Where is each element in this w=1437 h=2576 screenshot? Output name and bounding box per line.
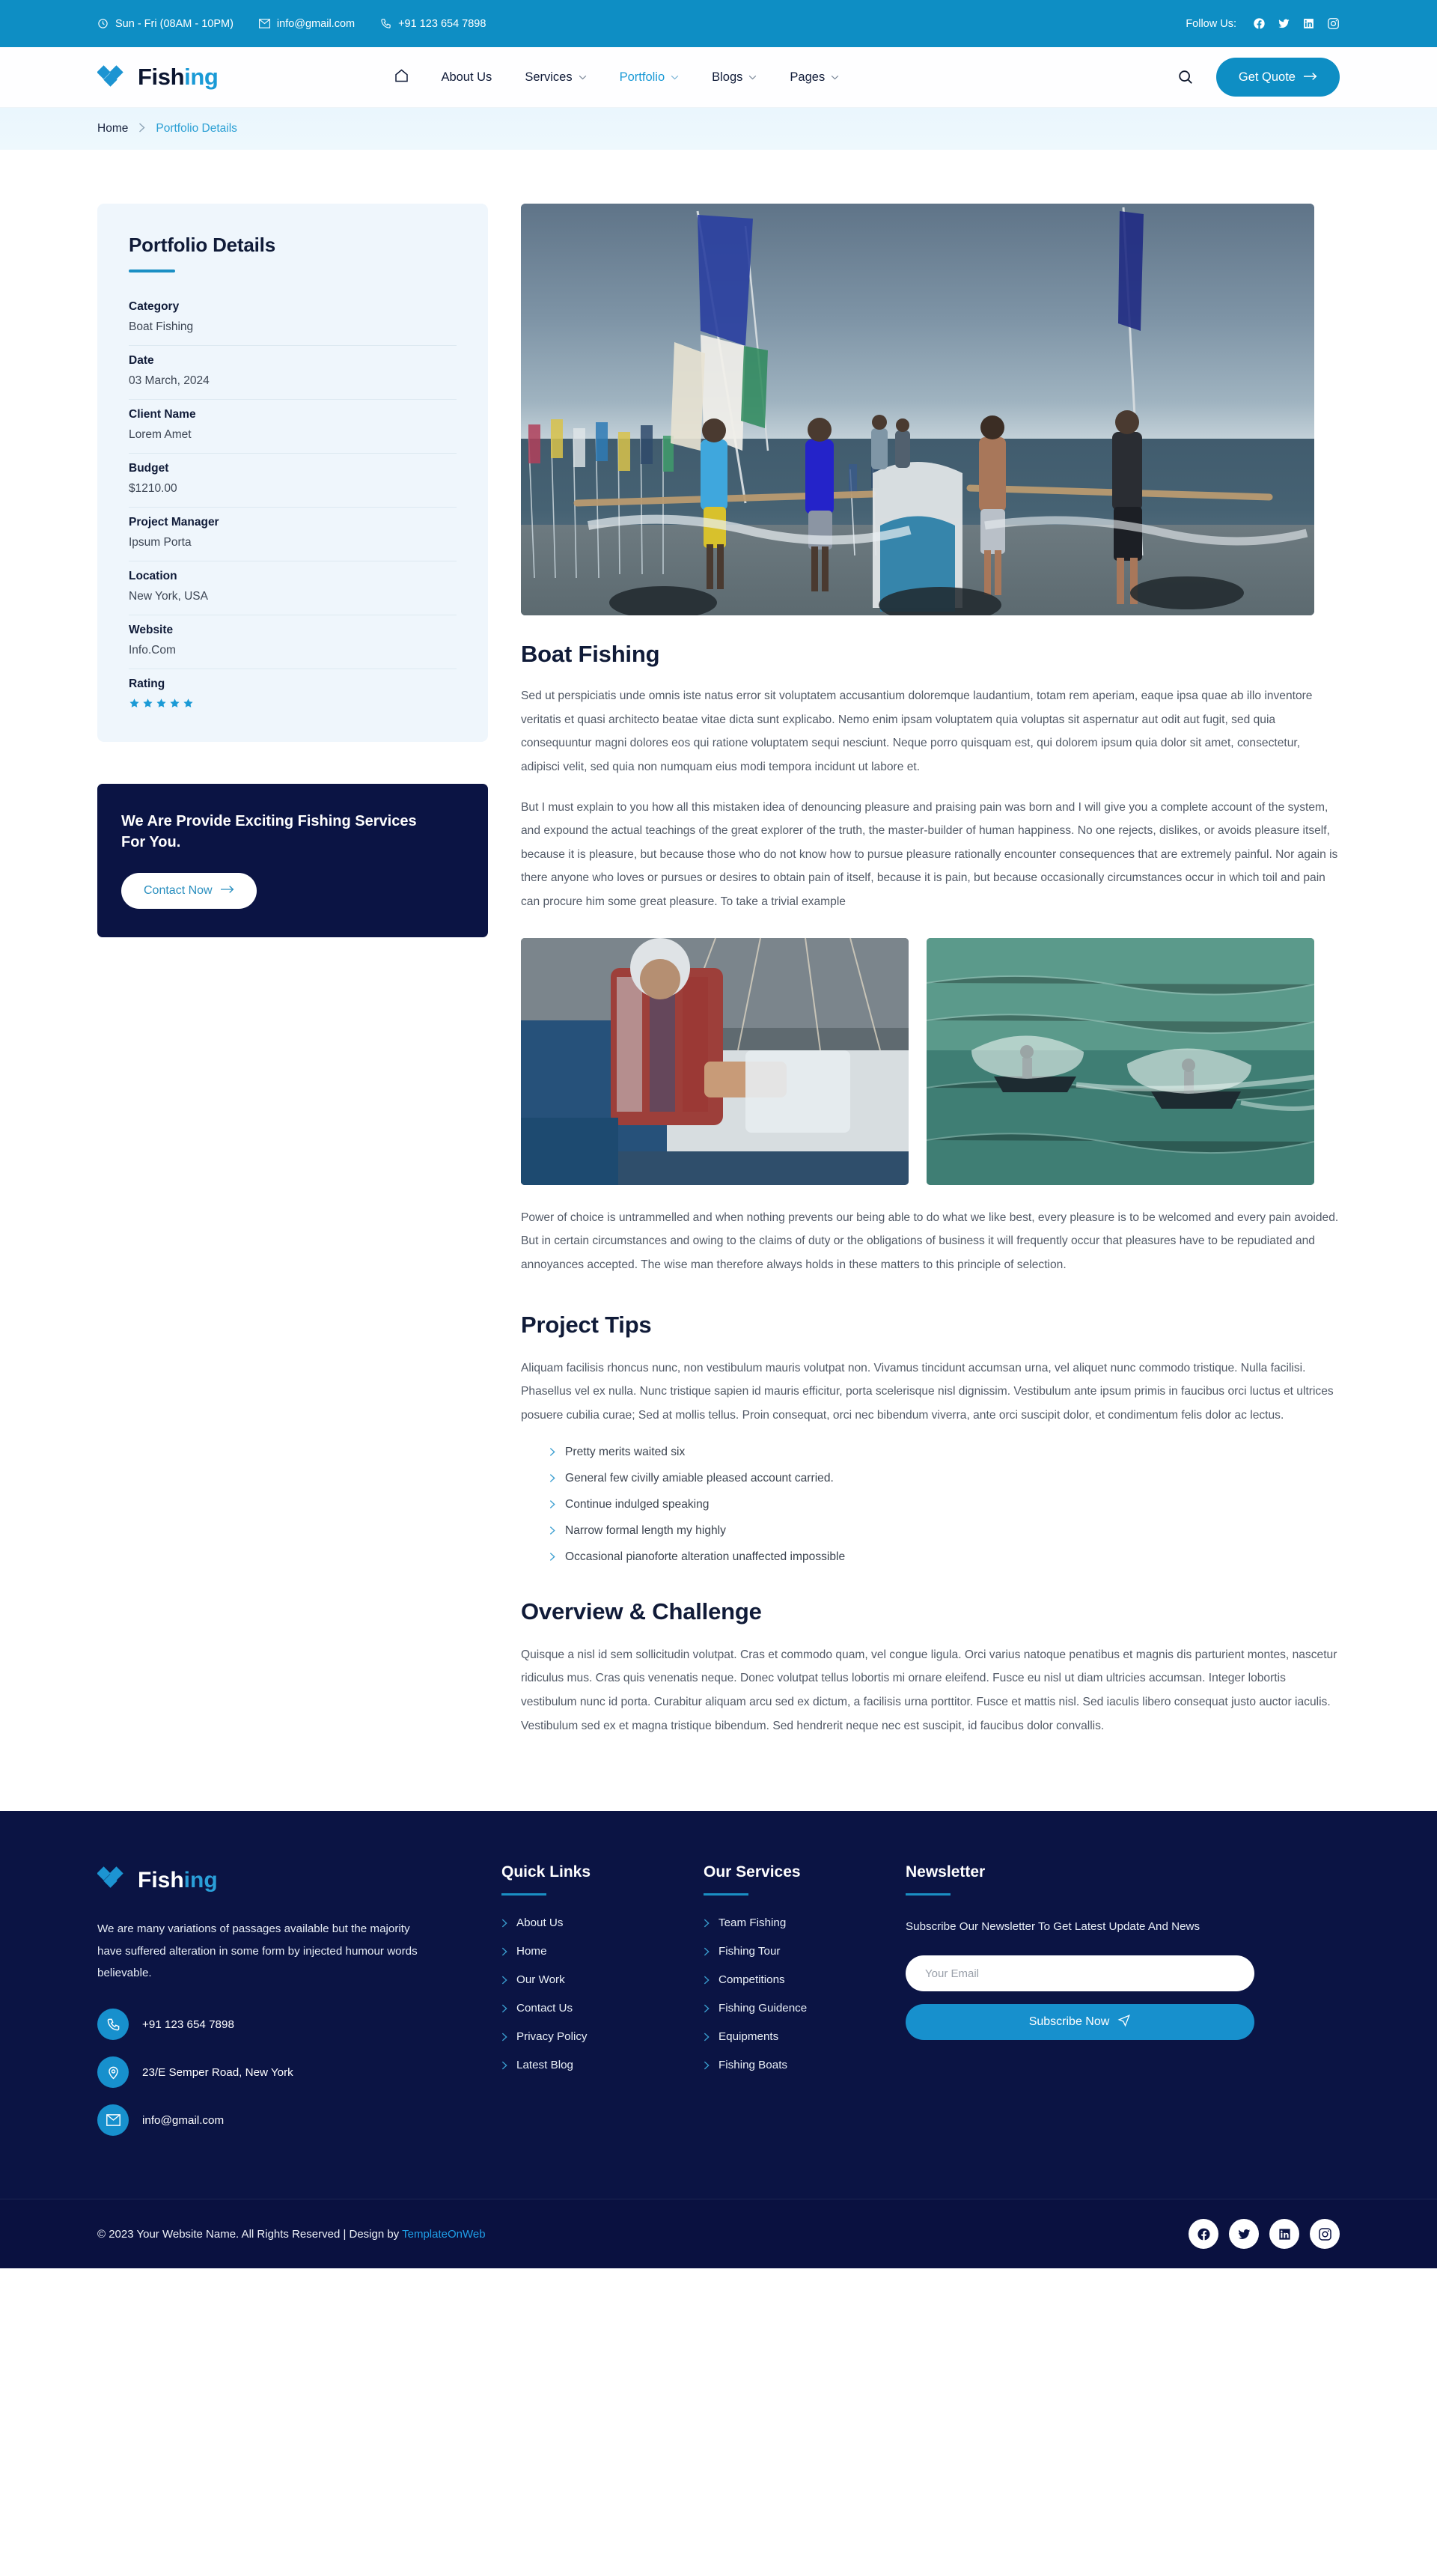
list-item-label: Pretty merits waited six [565,1445,686,1458]
list-item [549,1550,1340,1564]
nav-label: Portfolio [619,70,665,84]
chevron-right-icon [549,1473,555,1483]
detail-row-client-name [129,400,457,454]
twitter-icon[interactable] [1278,17,1290,30]
link-label: Home [516,1945,547,1958]
site-logo[interactable] [97,62,218,92]
get-quote-label: Get Quote [1238,70,1296,84]
cta-title: We Are Provide Exciting Fishing Services For You. [121,813,417,851]
paragraph-3: Power of choice is untrammelled and when nothing prevents our being able to do what we like best, every pleasure is to be welcomed and every pain avoided. But in certain circumstances and owing to the claims of duty or the obligations of business it will frequently occur that pleasures have to be repudiated and annoyances accepted. The wise man therefore always holds in these matters to this principle of selection. [521,1211,1339,1272]
link-label: Contact Us [516,2002,573,2015]
main-navigation [394,68,855,87]
chevron-right-icon [704,2004,710,2013]
star-icon [156,698,167,709]
mail-icon [259,19,270,28]
sidebar-cta-box [97,784,488,937]
link-label: Latest Blog [516,2059,573,2072]
footer-logo[interactable] [97,1863,442,1897]
overview-paragraph: Quisque a nisl id sem sollicitudin volutpat. Cras et commodo quam, vel congue ligula. Orci varius natoque penatibus et magnis dis parturient montes, nascetur ridiculus mus. Cras quis venenatis neque. Donec volutpat tellus lobortis mi ornare eleifend. Fusce eu nisl ut diam ultricies accumsan. Integer lobortis vestibulum nunc id porta. Curabitur aliquam arcu sed ex dictum, a facilisis urna porttitor. Fusce et mattis nisl. Sed iaculis libero consequat justo auctor iaculis. Vestibulum sed ex et magna tristique bibendum. Sed hendrerit neque nec est suscipit, id faucibus dolor convallis. [521,1648,1337,1732]
chevron-right-icon [501,1976,507,1985]
sidebar [97,204,488,937]
footer-social-links [1189,2219,1340,2249]
paragraph-2: But I must explain to you how all this mistaken idea of denouncing pleasure and praising pain was born and I will give you a complete account of the system, and expound the actual teachings of the great explorer of the truth, the master-builder of human happiness. No one rejects, dislikes, or avoids pleasure itself, because it is pleasure, but because those who do not know how to pursue pleasure rationally encounter consequences that are extremely painful. Nor again is there anyone who loves or pursues or desires to obtain pain of itself, because it is pain, but because occasionally circumstances occur in which toil and pain can procure him some great pleasure. To take a trivial example [521,800,1338,909]
topbar-phone-text: +91 123 654 7898 [398,17,486,30]
nav-item-services[interactable] [508,70,602,85]
nav-label: Services [525,70,573,84]
title-underline [704,1893,748,1896]
nav-item-pages[interactable] [773,70,855,85]
detail-row-category [129,292,457,346]
contact-now-button[interactable] [121,873,257,909]
footer-newsletter-column [906,1863,1302,2152]
nav-item-home[interactable] [394,68,424,87]
site-footer [0,1811,1437,2268]
link-label: Fishing Tour [718,1945,781,1958]
detail-value: Boat Fishing [129,320,194,333]
site-header [0,47,1437,108]
logo-part-accent: ing [184,64,219,90]
detail-row-project-manager [129,508,457,561]
star-icon [183,698,194,709]
paragraph-1: Sed ut perspiciatis unde omnis iste natus error sit voluptatem accusantium doloremque laudantium, totam rem aperiam, eaque ipsa quae ab illo inventore veritatis et quasi architecto beatae vitae dicta sunt explicabo. Nemo enim ipsam voluptatem quia voluptas sit aspernatur aut odit aut fugit, sed quia consequuntur magni dolores eos qui ratione voluptatem sequi nesciunt. Neque porro quisquam est, qui dolorem ipsum quia dolor sit amet, consectetur, adipisci velit, sed quia non numquam eius modi tempora incidunt ut labore et. [521,689,1313,773]
follow-us-label: Follow Us: [1186,17,1236,30]
diamond-logo-icon [97,62,129,92]
footer-contact-phone[interactable] [97,2009,442,2040]
footer-phone-text: +91 123 654 7898 [142,2018,234,2031]
detail-label: Client Name [129,408,196,421]
detail-value[interactable]: Info.Com [129,644,176,657]
footer-newsletter-title: Newsletter [906,1863,986,1881]
footer-quick-links-title: Quick Links [501,1863,591,1881]
footer-service-equipments[interactable] [704,2030,906,2043]
project-tips-list [549,1446,1340,1564]
breadcrumb-home[interactable]: Home [97,122,129,135]
link-label: Fishing Boats [718,2059,788,2072]
title-underline [906,1893,951,1896]
detail-row-website [129,615,457,669]
star-icon [169,698,180,709]
footer-logo-wordmark [138,1868,218,1893]
opening-hours-text: Sun - Fri (08AM - 10PM) [115,17,234,30]
list-item [549,1498,1340,1511]
newsletter-email-input[interactable] [906,1955,1254,1991]
detail-value: New York, USA [129,590,208,603]
chevron-right-icon [549,1447,555,1457]
footer-service-fishing-tour[interactable] [704,1945,906,1958]
arrow-right-icon [221,884,234,898]
link-label: Our Work [516,1973,565,1987]
footer-service-fishing-boats[interactable] [704,2059,906,2071]
home-icon [394,68,409,87]
footer-link-privacy-policy[interactable] [501,2030,704,2043]
footer-services-title: Our Services [704,1863,801,1881]
diamond-logo-icon [97,1863,129,1897]
portfolio-details-card [97,204,488,742]
list-item-label: Continue indulged speaking [565,1497,710,1511]
subscribe-now-button[interactable] [906,2004,1254,2040]
hero-image [521,204,1314,615]
phone-icon [380,18,391,29]
detail-label: Project Manager [129,516,219,529]
list-item [549,1446,1340,1459]
topbar-phone[interactable] [380,18,486,30]
chevron-right-icon [549,1552,555,1562]
send-icon [1117,2014,1131,2031]
opening-hours [97,18,234,30]
contact-now-label: Contact Now [144,883,213,897]
detail-label: Category [129,300,180,313]
facebook-icon[interactable] [1253,17,1266,30]
footer-link-contact-us[interactable] [501,2002,704,2015]
nav-item-blogs[interactable] [695,70,773,85]
detail-label: Budget [129,462,169,475]
chevron-right-icon [549,1499,555,1509]
facebook-icon[interactable] [1189,2219,1218,2249]
chevron-right-icon [501,2033,507,2041]
rating-stars [129,698,457,709]
breadcrumb [90,122,1347,136]
detail-value: Lorem Amet [129,428,192,441]
detail-value: $1210.00 [129,482,177,495]
logo-wordmark [138,64,218,91]
list-item [549,1472,1340,1485]
image-gallery [521,938,1340,1185]
chevron-down-icon [748,75,757,80]
chevron-right-icon [704,1947,710,1956]
detail-row-budget [129,454,457,508]
location-icon [97,2056,129,2088]
clock-icon [97,18,109,29]
designer-link[interactable]: TemplateOnWeb [402,2227,486,2241]
chevron-right-icon [704,1919,710,1928]
chevron-right-icon [704,1976,710,1985]
list-item-label: Narrow formal length my highly [565,1523,726,1537]
nav-item-about-us[interactable] [424,70,508,85]
detail-label: Website [129,624,174,636]
mail-icon [97,2104,129,2136]
footer-logo-part-white: Fish [138,1867,184,1893]
get-quote-button[interactable] [1216,58,1340,97]
detail-label: Rating [129,678,165,690]
logo-part-dark: Fish [138,64,185,90]
footer-services-column [704,1863,906,2152]
list-item-label: Occasional pianoforte alteration unaffected impossible [565,1550,846,1563]
footer-contact-address[interactable] [97,2056,442,2088]
list-item-label: General few civilly amiable pleased account carried. [565,1471,834,1485]
phone-icon [97,2009,129,2040]
footer-service-competitions[interactable] [704,1973,906,1986]
top-info-bar [0,0,1437,47]
footer-service-fishing-guidence[interactable] [704,2002,906,2015]
title-underline [501,1893,546,1896]
chevron-down-icon [671,75,679,80]
search-icon[interactable] [1177,69,1194,85]
subscribe-now-label: Subscribe Now [1028,2015,1110,2029]
detail-label: Date [129,354,154,367]
footer-email-text: info@gmail.com [142,2113,225,2127]
twitter-icon[interactable] [1229,2219,1259,2249]
link-label: Fishing Guidence [718,2002,808,2015]
footer-quick-links-list [501,1916,704,2071]
nav-label: Blogs [712,70,743,84]
breadcrumb-current: Portfolio Details [156,122,237,135]
detail-value: Ipsum Porta [129,536,192,549]
link-label: Team Fishing [718,1916,787,1930]
instagram-icon[interactable] [1310,2219,1340,2249]
detail-row-location [129,561,457,615]
detail-label: Location [129,570,177,582]
chevron-right-icon [704,2061,710,2070]
portfolio-details-title: Portfolio Details [129,234,275,256]
chevron-right-icon [501,1919,507,1928]
footer-quick-links-column [501,1863,704,2152]
footer-link-our-work[interactable] [501,1973,704,1986]
linkedin-icon[interactable] [1269,2219,1299,2249]
topbar-email[interactable] [259,18,355,30]
gallery-image-right [927,938,1314,1185]
footer-link-home[interactable] [501,1945,704,1958]
footer-service-team-fishing[interactable] [704,1916,906,1929]
copyright-text [97,2228,486,2241]
link-label: Competitions [718,1973,785,1987]
page-title: Boat Fishing [521,641,660,667]
detail-row-date [129,346,457,400]
link-label: Privacy Policy [516,2030,588,2044]
link-label: About Us [516,1916,564,1930]
project-tips-paragraph: Aliquam facilisis rhoncus nunc, non vestibulum mauris volutpat non. Vivamus tincidunt accumsan urna, vel aliquet nunc commodo tristique. Nulla facilisi. Phasellus vel ex nulla. Nunc tristique sapien id mauris efficitur, porta scelerisque nisl dignissim. Vestibulum ante ipsum primis in faucibus orci luctus et ultrices posuere cubilia curae; Sed at mollis tellus. Proin consequat, orci nec bibendum viverra, ante orci suscipit dolor, et condimentum felis dolor ac lectus. [521,1361,1334,1422]
nav-label: About Us [441,70,492,84]
page-content [90,150,1347,1754]
detail-row-rating [129,669,457,709]
footer-link-latest-blog[interactable] [501,2059,704,2071]
footer-bottom-bar [0,2199,1437,2268]
chevron-right-icon [501,2061,507,2070]
list-item [549,1524,1340,1538]
arrow-right-icon [1304,70,1317,85]
footer-services-list [704,1916,906,2071]
nav-label: Pages [790,70,826,84]
nav-item-portfolio[interactable] [603,70,696,85]
chevron-right-icon [138,123,145,135]
section-title-project-tips: Project Tips [521,1311,652,1338]
newsletter-description: Subscribe Our Newsletter To Get Latest Update And News [906,1920,1200,1934]
footer-logo-part-accent: ing [183,1867,218,1893]
chevron-down-icon [579,75,587,80]
chevron-down-icon [831,75,839,80]
copyright-prefix: © 2023 Your Website Name. All Rights Reserved | Design by [97,2227,403,2241]
footer-address-text: 23/E Semper Road, New York [142,2065,293,2079]
gallery-image-left [521,938,909,1185]
footer-brand-column [97,1863,501,2152]
linkedin-icon[interactable] [1302,17,1315,30]
section-title-overview-challenge: Overview & Challenge [521,1598,762,1625]
footer-about-text: We are many variations of passages available but the majority have suffered alteration in some form by injected humour words believable. [97,1922,418,1980]
topbar-email-text: info@gmail.com [276,17,356,30]
instagram-icon[interactable] [1327,17,1340,30]
title-underline [129,270,175,272]
chevron-right-icon [501,2004,507,2013]
footer-contact-email[interactable] [97,2104,442,2136]
footer-link-about-us[interactable] [501,1916,704,1929]
star-icon [142,698,153,709]
link-label: Equipments [718,2030,779,2044]
chevron-right-icon [549,1526,555,1535]
chevron-right-icon [501,1947,507,1956]
breadcrumb-bar [0,108,1437,150]
star-icon [129,698,140,709]
main-content [521,204,1340,1754]
chevron-right-icon [704,2033,710,2041]
detail-value: 03 March, 2024 [129,374,210,387]
